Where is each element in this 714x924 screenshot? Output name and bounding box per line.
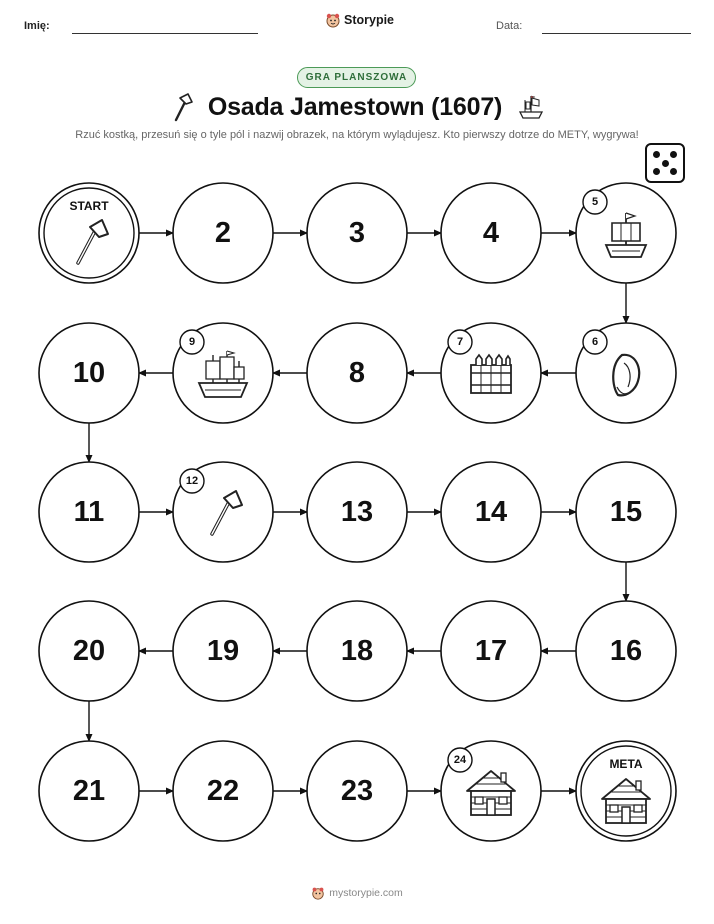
space-number: 5	[591, 196, 599, 208]
space-number: 3	[348, 216, 366, 249]
brand-name: Storypie	[344, 13, 395, 27]
game-type-badge: GRA PLANSZOWA	[297, 67, 416, 88]
space-number: 15	[609, 495, 643, 528]
space-number: 22	[206, 774, 240, 807]
space-number: 2	[214, 216, 232, 249]
storypie-mascot-icon	[311, 886, 325, 900]
space-number: 12	[185, 475, 199, 487]
space-number: 8	[348, 356, 366, 389]
space-number: 11	[73, 495, 105, 528]
page-title: Osada Jamestown (1607)	[207, 92, 503, 121]
space-number: 6	[591, 336, 599, 348]
finish-label: META	[609, 757, 643, 771]
board-space-meta	[576, 741, 676, 841]
space-number: 24	[453, 754, 467, 766]
space-number: 9	[188, 336, 196, 348]
space-number: 14	[474, 495, 508, 528]
footer-url: mystorypie.com	[329, 887, 403, 899]
board-space-start	[39, 183, 139, 283]
start-label: START	[69, 199, 109, 213]
space-number: 20	[72, 634, 106, 667]
space-number: 16	[609, 634, 643, 667]
space-number: 21	[72, 774, 106, 807]
space-number: 10	[72, 356, 106, 389]
footer	[0, 886, 714, 900]
space-number: 23	[340, 774, 374, 807]
date-label: Data:	[496, 20, 523, 32]
instructions-text: Rzuć kostką, przesuń się o tyle pól i nazwij obrazek, na którym wylądujesz. Kto pierwszy dotrze do METY, wygrywa!	[75, 129, 639, 141]
space-number: 7	[456, 336, 464, 348]
name-label: Imię:	[24, 20, 50, 32]
space-number: 17	[474, 634, 508, 667]
space-number: 19	[206, 634, 240, 667]
space-number: 4	[482, 216, 500, 249]
space-number: 13	[340, 495, 374, 528]
space-number: 18	[340, 634, 374, 667]
